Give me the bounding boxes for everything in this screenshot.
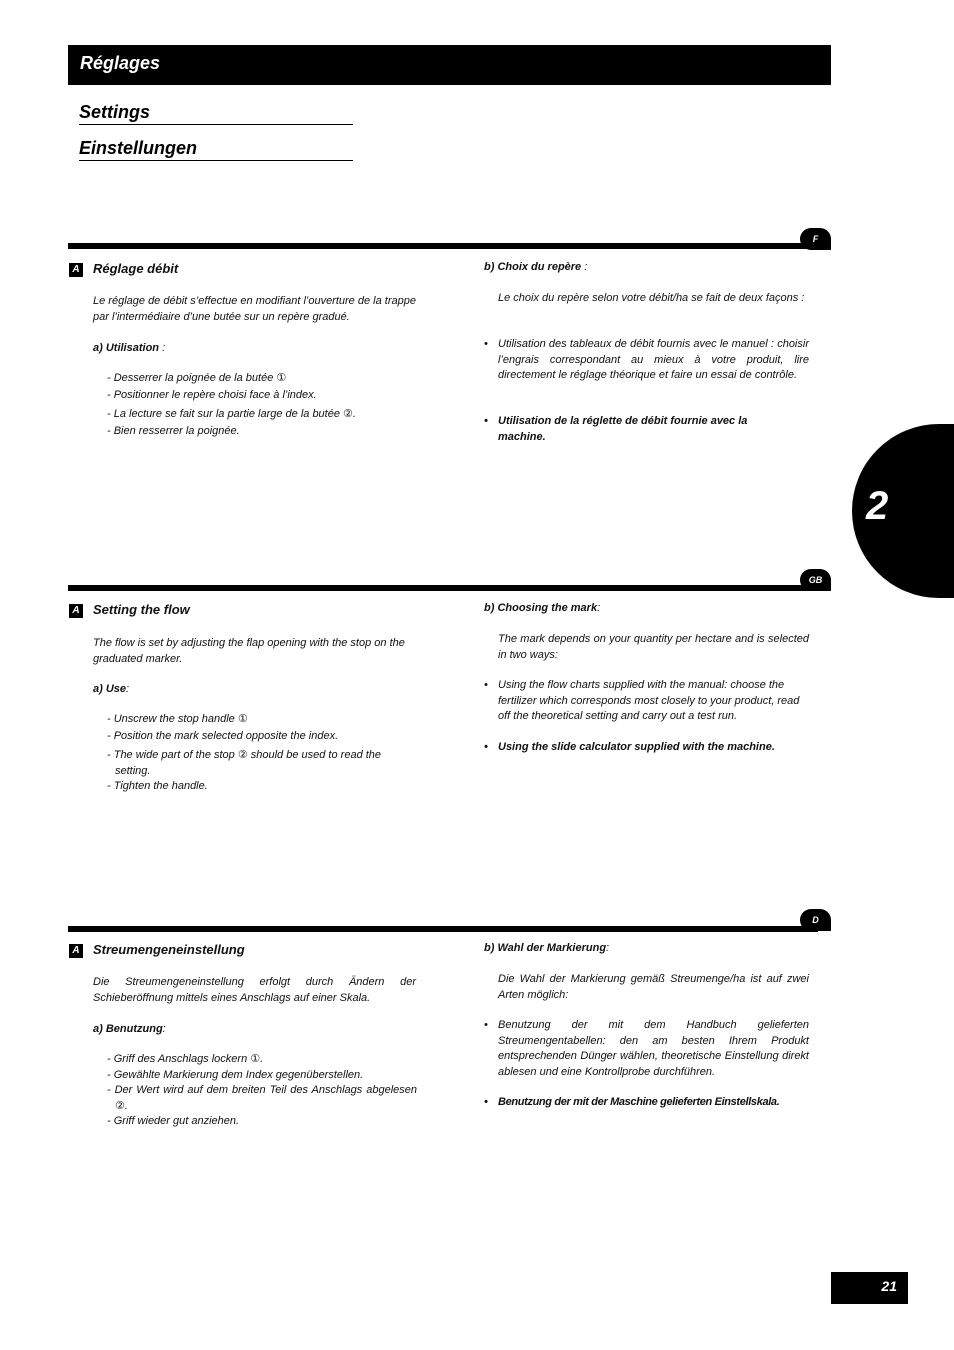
page-number: 21	[881, 1278, 897, 1294]
list-item: - Position the mark selected opposite the index.	[107, 729, 339, 742]
list-item: - Griff des Anschlags lockern ①.	[107, 1053, 264, 1065]
section-title: Réglage débit	[93, 261, 179, 276]
chapter-number: 2	[866, 484, 889, 528]
list-item: - La lecture se fait sur la partie large de la butée ②.	[107, 408, 356, 420]
section-intro: Die Streumengeneinstellung erfolgt durch Ändern der Schieberöffnung mittels eines Anschlags auf einer Skala.	[93, 976, 416, 1004]
subsection-a-heading: a) Use:	[93, 683, 130, 695]
page-number-box	[831, 1272, 908, 1304]
subsection-b-heading: b) Choix du repère :	[484, 261, 588, 273]
page-title: Réglages	[80, 53, 161, 73]
section-title: Streumengeneinstellung	[93, 942, 245, 957]
list-item: - Der Wert wird auf dem breiten Teil des Anschlags abgelesen ②.	[107, 1084, 417, 1112]
list-item: - Unscrew the stop handle ①	[107, 713, 248, 725]
list-item: • Using the flow charts supplied with the manual: choose the fertilizer which corresponds most closely to your product, read off the theoretical setting and carry out a test run.	[484, 679, 800, 722]
section-divider-d	[68, 926, 818, 932]
language-tab-f: F	[800, 228, 831, 250]
language-tab-d: D	[800, 909, 831, 931]
subsection-b-intro: Die Wahl der Markierung gemäß Streumenge/ha ist auf zwei Arten möglich:	[498, 973, 809, 1001]
steps-list	[107, 371, 417, 439]
list-item: • Utilisation de la réglette de débit fournie avec la machine.	[484, 415, 748, 443]
list-item: - The wide part of the stop ② should be used to read the setting.	[107, 749, 382, 777]
list-item: - Gewählte Markierung dem Index gegenüberstellen.	[107, 1068, 364, 1081]
steps-list	[107, 1052, 417, 1130]
section-badge: A	[69, 604, 83, 618]
steps-list	[107, 712, 417, 795]
section-badge: A	[69, 944, 83, 958]
language-tab-gb: GB	[800, 569, 831, 591]
subsection-b-heading: b) Choosing the mark:	[484, 602, 601, 614]
subsection-a-heading: a) Utilisation :	[93, 342, 166, 354]
subsection-b-heading: b) Wahl der Markierung:	[484, 942, 610, 954]
list-item: - Bien resserrer la poignée.	[107, 424, 240, 437]
subsection-b-intro: The mark depends on your quantity per hectare and is selected in two ways:	[498, 633, 809, 661]
list-item: • Benutzung der mit dem Handbuch gelieferten Streumengentabellen: den am besten Ihrem Produkt entsprechenden Dünger wählen, theoretische Einstellung direkt ablesen und eine Kontrollprobe durchführen.	[484, 1019, 809, 1078]
header-bar	[68, 45, 831, 85]
subtitle-einstellungen: Einstellungen	[79, 136, 353, 161]
section-intro: Le réglage de débit s’effectue en modifiant l’ouverture de la trappe par l’intermédiaire d’une butée sur un repère gradué.	[93, 295, 416, 323]
list-item: • Benutzung der mit der Maschine gelieferten Einstellskala.	[484, 1096, 780, 1108]
subsection-a-heading: a) Benutzung:	[93, 1023, 166, 1035]
section-divider-gb	[68, 585, 818, 591]
section-title: Setting the flow	[93, 602, 190, 617]
section-badge: A	[69, 263, 83, 277]
section-divider-f	[68, 243, 818, 249]
list-item: - Tighten the handle.	[107, 780, 208, 792]
chapter-tab	[852, 424, 954, 598]
list-item: • Using the slide calculator supplied with the machine.	[484, 741, 775, 753]
list-item: - Positionner le repère choisi face à l’index.	[107, 388, 317, 401]
list-item: • Utilisation des tableaux de débit fournis avec le manuel : choisir l’engrais correspondant au mieux à votre produit, lire directement le réglage théorique et faire un essai de contrôle.	[484, 338, 809, 381]
list-item: - Desserrer la poignée de la butée ①	[107, 372, 287, 384]
subtitle-settings: Settings	[79, 100, 353, 125]
section-intro: The flow is set by adjusting the flap opening with the stop on the graduated marker.	[93, 637, 405, 665]
subsection-b-intro: Le choix du repère selon votre débit/ha se fait de deux façons :	[498, 292, 805, 304]
list-item: - Griff wieder gut anziehen.	[107, 1115, 240, 1127]
